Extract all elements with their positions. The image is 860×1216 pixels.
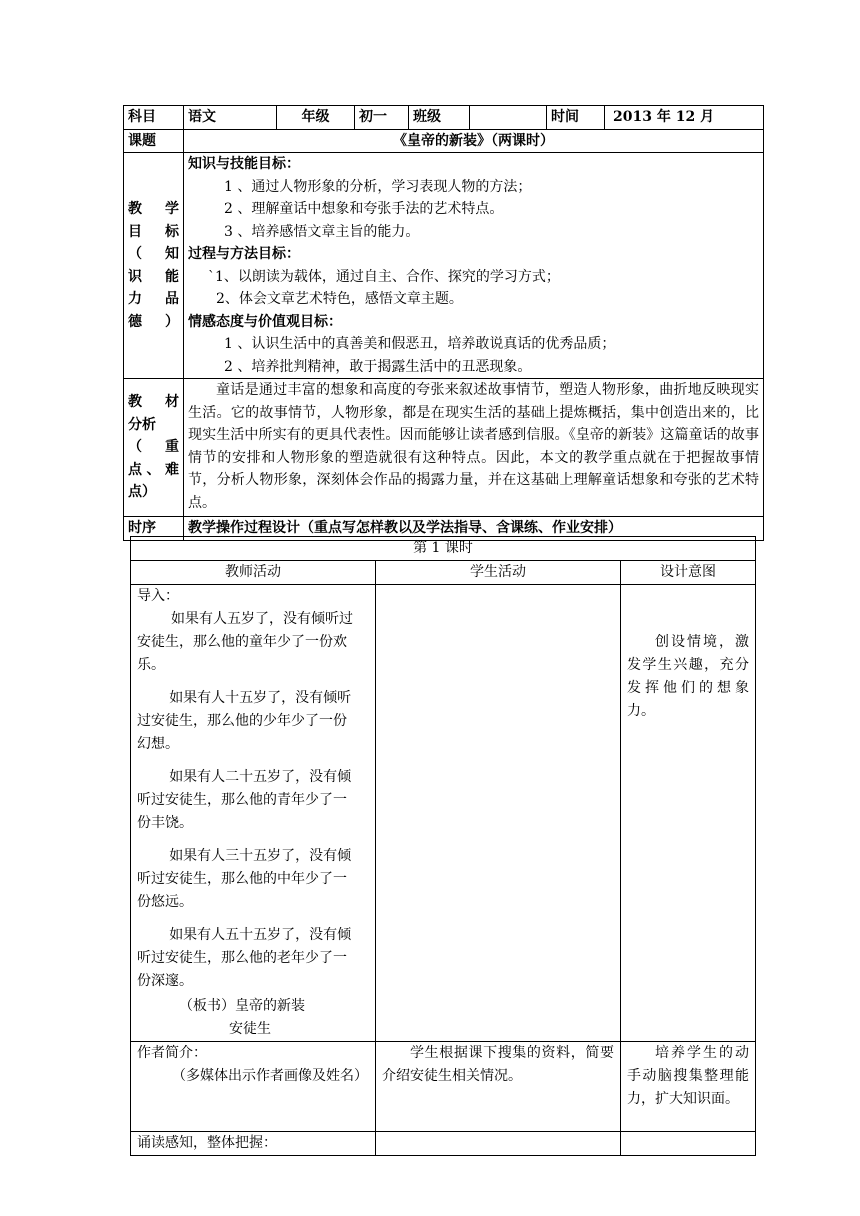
lesson-process-table (130, 536, 756, 1156)
objectives-label-line: 力 品 (128, 291, 179, 307)
intro-line: 如果有人二十五岁了，没有倾 (169, 769, 352, 785)
intro-line: 听过安徒生，那么他的青年少了一 (137, 792, 347, 808)
subject-value: 语文 (184, 106, 277, 130)
grade-value: 初一 (355, 106, 409, 130)
process-item: `1、以朗读为载体，通过自主、合作、探究的学习方式； (208, 268, 560, 285)
process-title: 过程与方法目标： (188, 246, 300, 262)
author-design-cell (621, 1042, 756, 1132)
analysis-label (124, 379, 184, 517)
author-student-cell (376, 1042, 621, 1132)
intro-line: 过安徒生，那么他的少年少了一份 (137, 713, 347, 729)
intro-line: 乐。 (137, 657, 165, 673)
intro-student-cell (376, 585, 621, 1042)
author-teacher-cell (131, 1042, 376, 1132)
intro-teacher-cell (131, 585, 376, 1042)
intro-line: 幻想。 (137, 736, 179, 752)
process-item: 2、体会文章艺术特色，感悟文章主题。 (216, 291, 463, 307)
knowledge-title: 知识与技能目标： (188, 156, 300, 172)
intro-paragraph (137, 608, 369, 677)
col-design-header: 设计意图 (621, 561, 756, 585)
analysis-text: 童话是通过丰富的想象和高度的夸张来叙述故事情节，塑造人物形象，曲折地反映现实生活。它的故事情节，人物形象，都是在现实生活的基础上提炼概括，集中创造出来的，比现实生活中所实有的更具代表性。因而能够让读者感到信服。《皇帝的新装》这篇童话的故事情节的安排和人物形象的塑造就很有这种特点。因此，本文的教学重点就在于把握故事情节，分析人物形象，深刻体会作品的揭露力量，并在这基础上理解童话想象和夸张的艺术特点。 (184, 379, 764, 517)
objectives-label-line: 教 学 (128, 201, 179, 217)
topic-label: 课题 (124, 129, 184, 153)
class-value (470, 106, 547, 130)
col-teacher-header: 教师活动 (131, 561, 376, 585)
analysis-label-line: 分析 (128, 416, 156, 433)
intro-paragraph (137, 845, 369, 914)
author-design-text: 培养学生的动手动脑搜集整理能力，扩大知识面。 (627, 1045, 750, 1107)
emotion-item: 2 、培养批判精神，敢于揭露生活中的丑恶现象。 (224, 358, 532, 375)
author-heading: 作者简介： (137, 1045, 207, 1061)
intro-line: 如果有人三十五岁了，没有倾 (169, 848, 352, 864)
knowledge-item: 1 、通过人物形象的分析，学习表现人物的方法； (224, 178, 532, 195)
author-text: （多媒体出示作者画像及姓名） (172, 1068, 368, 1084)
author-student-text: 学生根据课下搜集的资料，简要介绍安徒生相关情况。 (382, 1045, 614, 1084)
time-value: 2013 年 12 月 (605, 106, 764, 130)
topic-value: 《皇帝的新装》（两课时） (184, 129, 764, 153)
reading-design-cell (621, 1132, 756, 1156)
intro-line: 份深邃。 (137, 973, 193, 989)
lesson-plan-header-table (123, 105, 764, 541)
intro-paragraph (137, 687, 369, 756)
objectives-label-line: （ 知 (128, 246, 179, 262)
objectives-content (184, 153, 764, 379)
intro-heading: 导入： (137, 588, 179, 604)
knowledge-item: 2 、理解童话中想象和夸张手法的艺术特点。 (224, 201, 504, 217)
class-label: 班级 (409, 106, 470, 130)
intro-design-text: 创设情境，激发学生兴趣，充分发挥他们的想象力。 (627, 634, 750, 719)
lesson-title: 第 1 课时 (131, 537, 756, 561)
intro-line: 安徒生，那么他的童年少了一份欢 (137, 634, 347, 650)
sequence-label: 时序 (124, 517, 184, 541)
objectives-label-line: 识 能 (128, 268, 179, 285)
grade-label: 年级 (277, 106, 355, 130)
sequence-title: 教学操作过程设计（重点写怎样教以及学法指导、含课练、作业安排） (184, 517, 764, 541)
intro-line: 如果有人十五岁了，没有倾听 (169, 690, 352, 706)
intro-paragraph (137, 924, 369, 993)
intro-line: 如果有人五岁了，没有倾听过 (171, 611, 353, 627)
reading-teacher-cell (131, 1132, 376, 1156)
reading-heading: 诵读感知，整体把握： (137, 1135, 277, 1151)
time-label: 时间 (547, 106, 605, 130)
knowledge-item: 3 、培养感悟文章主旨的能力。 (224, 223, 420, 240)
objectives-label-line: 目 标 (128, 223, 179, 240)
col-student-header: 学生活动 (376, 561, 621, 585)
board-writing-title: （板书）皇帝的新装 (179, 998, 305, 1014)
reading-student-cell (376, 1132, 621, 1156)
emotion-item: 1 、认识生活中的真善美和假恶丑，培养敢说真话的优秀品质； (224, 336, 616, 352)
intro-line: 份丰饶。 (137, 815, 193, 831)
intro-line: 如果有人五十五岁了，没有倾 (169, 927, 352, 943)
analysis-label-line: （ 重 (128, 439, 179, 456)
analysis-label-line: 教 材 (128, 394, 179, 411)
objectives-label (124, 153, 184, 379)
emotion-title: 情感态度与价值观目标： (188, 313, 342, 330)
intro-line: 听过安徒生，那么他的中年少了一 (137, 871, 347, 887)
analysis-label-line: 点、难 (128, 461, 179, 478)
intro-line: 份悠远。 (137, 894, 193, 910)
subject-label: 科目 (124, 106, 184, 130)
intro-paragraph (137, 766, 369, 835)
intro-design-cell (621, 585, 756, 1042)
board-writing-author: 安徒生 (229, 1021, 271, 1037)
objectives-label-line: 德） (128, 313, 179, 330)
analysis-label-line: 点） (128, 484, 156, 501)
intro-line: 听过安徒生，那么他的老年少了一 (137, 950, 347, 966)
